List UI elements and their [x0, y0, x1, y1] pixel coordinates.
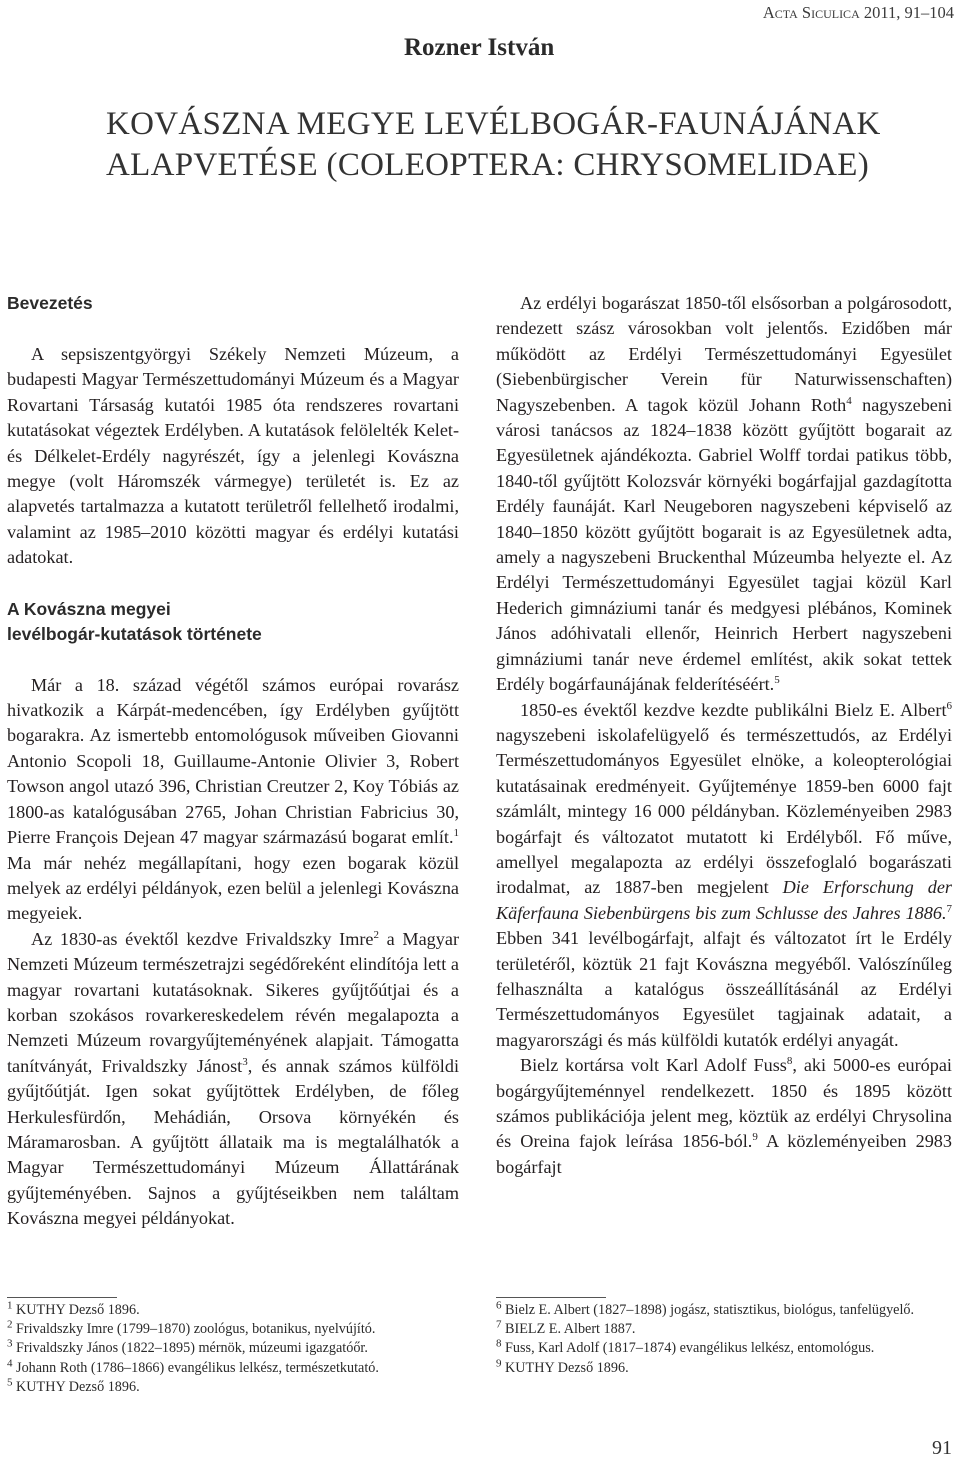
footnote-text: KUTHY Dezső 1896.: [12, 1302, 140, 1318]
footnote-text: BIELZ E. Albert 1887.: [501, 1321, 636, 1338]
right-column: [496, 291, 952, 1180]
footnote: [496, 1301, 952, 1320]
footnote-ref: 7: [946, 902, 952, 915]
text-run: 1850-es évektől kezdve kezdte publikálni Bielz E. Albert: [520, 699, 947, 720]
footnote-number: 6: [496, 1299, 502, 1312]
text-run: , aki 5000-es európai bogárgyűjteménnyel rendelkezett. 1850 és 1895 között számos publikációja jelent meg, köztük az erdélyi Chrysolina és Oreina fajok leírása 1856-ból.: [496, 1055, 952, 1152]
footnotes-right: [496, 1301, 952, 1378]
footnote-number: 7: [496, 1318, 502, 1331]
heading-history-line-2: levélbogár-kutatások története: [7, 623, 262, 644]
left-column: [7, 291, 459, 1232]
text-run: Az 1830-as évektől kezdve Frivaldszky Imre: [31, 928, 374, 949]
footnote: [7, 1378, 467, 1397]
paragraph-history-2: [7, 927, 459, 1232]
paragraph-right-1: [496, 291, 952, 698]
footnote-text: Fuss, Karl Adolf (1817–1874) evangélikus lelkész, entomológus.: [501, 1340, 875, 1357]
text-run: Az erdélyi bogarászat 1850-től elsősorban a polgárosodott, rendezett szász városokban volt jelentős. Ezidőben már működött az Erdélyi Természettudományi Egyesület (Siebenbürgischer Verein für Naturwissenschaften) Nagyszebenben. A tagok közül Johann Roth: [496, 293, 952, 415]
footnote-number: 2: [7, 1318, 13, 1331]
footnote-number: 3: [7, 1337, 13, 1350]
footnote: [7, 1356, 467, 1378]
footnote-text: Frivaldszky Imre (1799–1870) zoológus, botanikus, nyelvújító.: [12, 1321, 376, 1338]
footnote-number: 5: [7, 1376, 13, 1389]
footnote-ref: 9: [752, 1131, 758, 1144]
text-run: A közleményeiben 2983 bogárfajt: [496, 1131, 952, 1177]
footnotes-left: [7, 1301, 467, 1397]
footnote-number: 4: [7, 1356, 13, 1369]
footnote-divider-left: [7, 1297, 117, 1298]
footnote-number: 9: [496, 1356, 502, 1369]
paragraph-intro: A sepsiszentgyörgyi Székely Nemzeti Múzeum, a budapesti Magyar Természettudományi Múzeum és a Magyar Rovartani Társaság kutatói 1985 óta rendszeres rovartani kutatásokat végeztek Erdélyben. A kutatások felölelték Kelet- és Délkelet-Erdély nagyrészét, így a jelenlegi Kovászna megye (volt Háromszék vármegye) területét is. Ez az alapvetés tartalmazza a kutatott területről fellelhető irodalmi, valamint az 1985–2010 közötti magyar és erdélyi kutatási adatokat.: [7, 344, 459, 568]
footnote: [496, 1356, 952, 1378]
footnote: [496, 1320, 952, 1339]
text-run: , és annak számos külföldi gyűjtőútját. Igen sokat gyűjtöttek Erdélyben, de főleg Herkulesfürdőn, Mehádián, Orsova környékén és Máramarosban. A gyűjtött állataik ma is megtalálhatók a Magyar Természettudományi Múzeum Állattárának gyűjteményében. Sajnos a gyűjtéseikben nem találtam Kovászna megyei példányokat.: [7, 1055, 459, 1229]
text-run: Ebben 341 levélbogárfajt, alfajt és változatot írt le Erdély területéről, köztük 21 fajt Kovászna megyéből. Valószínűleg felhasználta a katalógus összeállításánál az Erdélyi Természettudományos Egyesület tagjainak adatait, a magyarországi és más külföldi kutatók erdélyi anyagát.: [496, 928, 952, 1050]
journal-name: Acta Siculica: [762, 3, 860, 22]
page-number: 91: [932, 1437, 952, 1459]
author-name: Rozner István: [404, 34, 555, 61]
text-run: Már a 18. század végétől számos európai rovarász hivatkozik a Kárpát-medencében, így Erdélyben gyűjtött bogarakra. Az ismertebb entomológusok műveiben Giovanni Antonio Scopoli 18, Guillaume-Antonie Olivier 3, Robert Towson angol utazó 396, Christian Creutzer 2, Koy Tóbiás az 1800-as katalógusában 2765, Johan Christian Fabricius 30, Pierre François Dejean 47 magyar származású bogarat említ.: [7, 674, 459, 848]
footnote-divider-right: [496, 1297, 606, 1298]
text-run: Ma már nehéz megállapítani, hogy ezen bogarak közül melyek az erdélyi példányok, ezen belül a jelenlegi Kovászna megyeiek.: [7, 852, 459, 924]
footnote-text: KUTHY Dezső 1896.: [12, 1378, 140, 1395]
article-title: [106, 104, 926, 186]
footnote-ref: 2: [373, 928, 379, 941]
section-heading-history: [7, 597, 459, 647]
footnote-text: KUTHY Dezső 1896.: [501, 1359, 629, 1376]
footnote-text: Johann Roth (1786–1866) evangélikus lelkész, természetkutató.: [12, 1359, 379, 1376]
footnote-text: Bielz E. Albert (1827–1898) jogász, statisztikus, biológus, tanfelügyelő.: [501, 1302, 915, 1318]
footnote-ref: 8: [786, 1055, 793, 1068]
paragraph-history-1: [7, 673, 459, 927]
footnote: [496, 1339, 952, 1358]
paragraph-right-3: [496, 1053, 952, 1180]
text-run: a Magyar Nemzeti Múzeum természetrajzi segédőreként elindítója lett a magyar rovartani kutatásoknak. Sikeres gyűjtőútjai és a korban szokásos rovarkereskedelem révén megalapozta a Nemzeti Múzeum rovargyűjteményének alapjait. Támogatta tanítványát, Frivaldszky Jánost: [7, 928, 459, 1076]
book-title: Die Erforschung der Käferfauna Siebenbürgens bis zum Schlusse des Jahres 1886.: [496, 877, 952, 923]
footnote-ref: 3: [242, 1055, 248, 1068]
footnote-ref: 5: [774, 674, 780, 687]
footnote-ref: 1: [453, 827, 459, 840]
title-line-1: KOVÁSZNA MEGYE LEVÉLBOGÁR-FAUNÁJÁNAK: [106, 106, 881, 142]
title-line-2: ALAPVETÉSE (COLEOPTERA: CHRYSOMELIDAE): [106, 147, 870, 183]
heading-history-line-1: A Kovászna megyei: [7, 598, 171, 619]
journal-header: [763, 3, 954, 23]
section-heading-intro: Bevezetés: [7, 293, 93, 313]
paragraph-right-2: [496, 698, 952, 1054]
footnote: [7, 1339, 467, 1358]
text-run: nagyszebeni iskolafelügyelő és természettudós, az Erdélyi Természettudományos Egyesület elnöke, a koleopterológiai kutatásainak eredményeit. Gyűjteménye 1859-ben 6000 fajt számlált, mintegy 16 000 példányban. Közleményeiben 2983 bogárfajt és változatot mutatott ki Erdélyből. Fő műve, amellyel megalapozta az erdélyi összefoglaló bogarászati irodalmat, az 1887-ben megjelent: [496, 724, 952, 898]
journal-info: 2011, 91–104: [859, 3, 954, 22]
text-run: Bielz kortársa volt Karl Adolf Fuss: [520, 1055, 787, 1076]
text-run: nagyszebeni városi tanácsos az 1824–1838 között gyűjtött bogarait az Egyesületnek ajándékozta. Gabriel Wolff tordai patikus több, 1840-től gyűjtött Kolozsvár környéki bogárfajjal gazdagította Erdély faunáját. Karl Neugeboren nagyszebeni képviselő az 1840–1850 között gyűjtött bogarait is az Egyesületnek adta, amely a nagyszebeni Bruckenthal Múzeumba helyezte el. Az Erdélyi Természettudományi Egyesület tagjai közül Karl Hederich gimnáziumi tanár és medgyesi plébános, Kominek János adóhivatali ellenőr, Heinrich Herbert nagyszebeni gimnáziumi tanár neve érdemel említést, akik sokat tettek Erdély bogárfaunájának felderítéséért.: [496, 394, 953, 695]
footnote: [7, 1320, 467, 1339]
footnote: [7, 1301, 467, 1320]
footnote-ref: 6: [946, 699, 952, 712]
footnote-text: Frivaldszky János (1822–1895) mérnök, múzeumi igazgatóőr.: [12, 1340, 368, 1357]
footnote-number: 8: [496, 1337, 502, 1350]
footnote-number: 1: [7, 1299, 13, 1312]
footnote-ref: 4: [846, 394, 852, 407]
